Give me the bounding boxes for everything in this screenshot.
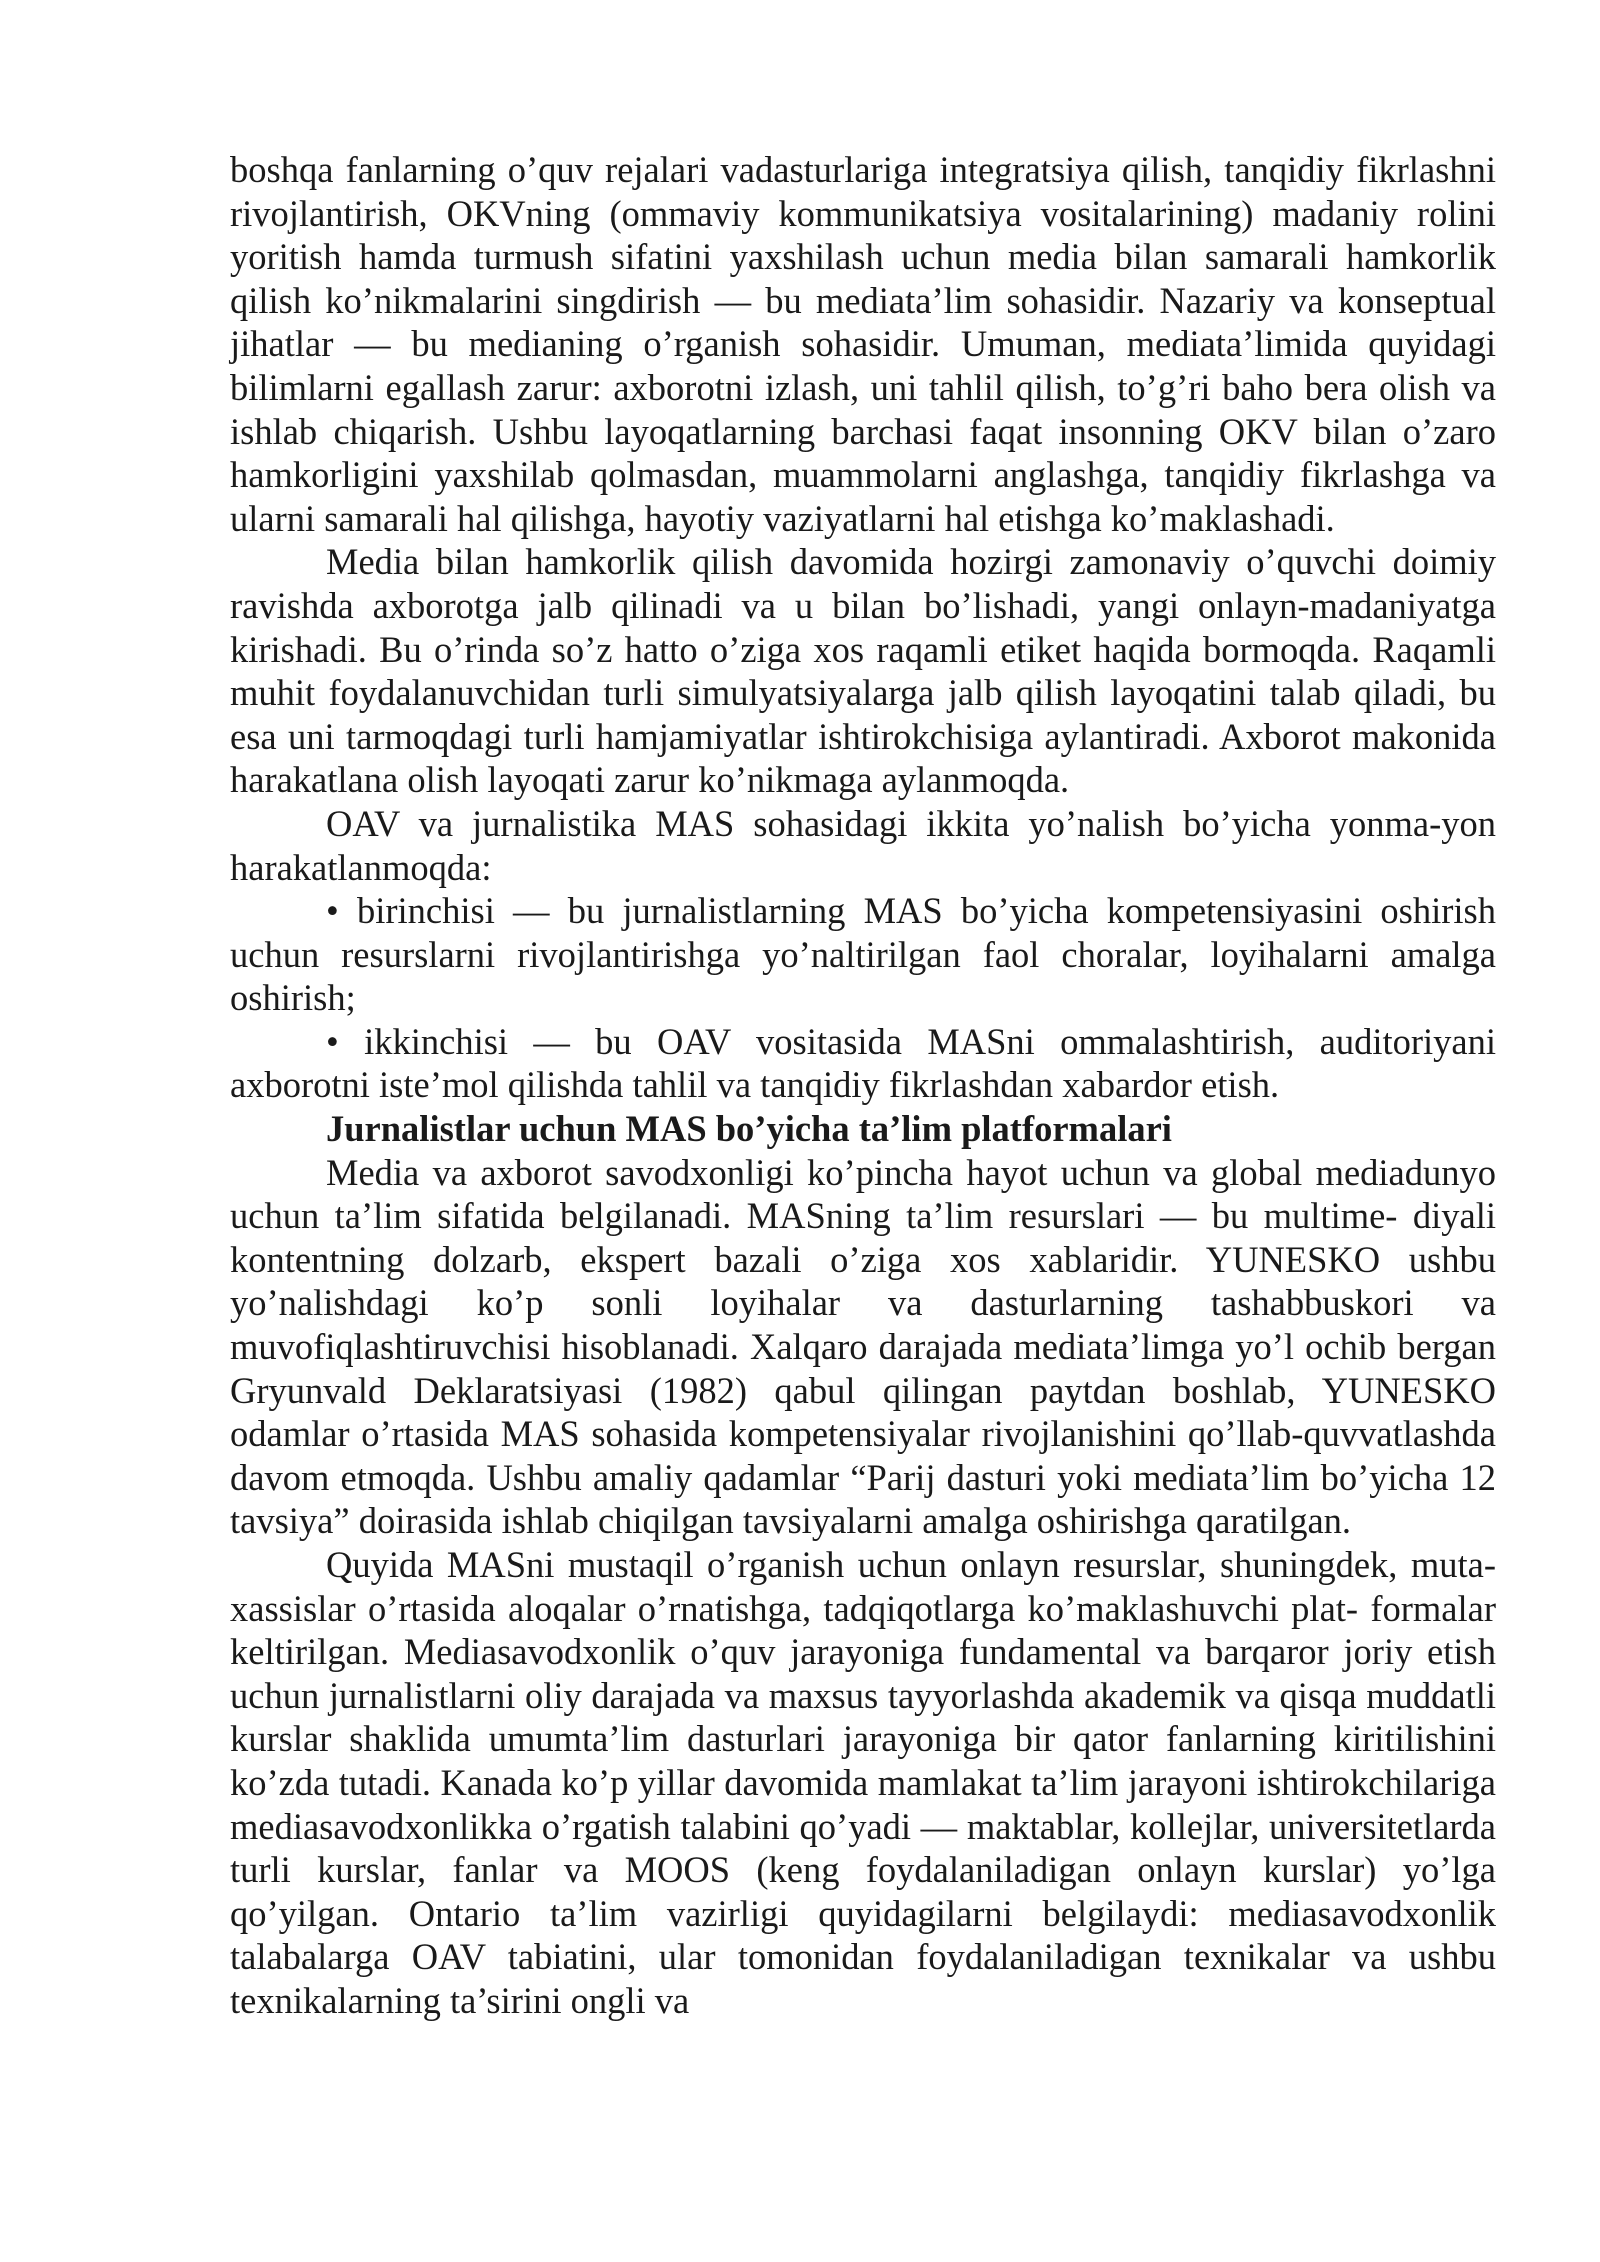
paragraph-1: boshqa fanlarning o’quv rejalari vadasturlariga integratsiya qilish, tanqidiy fikrlashni rivojlantirish, OKVning (ommaviy kommunikatsiya vositalarining) madaniy rolini yoritish hamda turmush sifatini yaxshilash uchun media bilan samarali hamkorlik qilish ko’nikmalarini singdirish — bu mediata’lim sohasidir. Nazariy va konseptual jihatlar — bu medianing o’rganish sohasidir. Umuman, mediata’limida quyidagi bilimlarni egallash zarur: axborotni izlash, uni tahlil qilish, to’g’ri baho bera olish va ishlab chiqarish. Ushbu layoqatlarning barchasi faqat insonning OKV bilan o’zaro hamkorligini yaxshilab qolmasdan, muammolarni anglashga, tanqidiy fikrlashga va ularni samarali hal qilishga, hayotiy vaziyatlarni hal etishga ko’maklashadi. — [230, 149, 1496, 539]
paragraph-2: Media bilan hamkorlik qilish davomida hozirgi zamonaviy o’quvchi doimiy ravishda axborotga jalb qilinadi va u bilan bo’lishadi, yangi onlayn-madaniyatga kirishadi. Bu o’rinda so’z hatto o’ziga xos raqamli etiket haqida bormoqda. Raqamli muhit foydalanuvchidan turli simulyatsiyalarga jalb qilish layoqatini talab qiladi, bu esa uni tarmoqdagi turli hamjamiyatlar ishtirokchisiga aylantiradi. Axborot makonida harakatlana olish layoqati zarur ko’nikmaga aylanmoqda. — [230, 541, 1496, 801]
paragraph-5: Quyida MASni mustaqil o’rganish uchun onlayn resurslar, shuningdek, muta- xassislar o’rtasida aloqalar o’rnatishga, tadqiqotlarga ko’maklashuvchi plat- formalar keltirilgan. Mediasavodxonlik o’quv jarayoniga fundamental va barqaror joriy etish uchun jurnalistlarni oliy darajada va maxsus tayyorlashda akademik va qisqa muddatli kurslar shaklida umumta’lim dasturlari jarayoniga bir qator fanlarning kiritilishini ko’zda tutadi. Kanada ko’p yillar davomida mamlakat ta’lim jarayoni ishtirokchilariga mediasavodxonlikka o’rgatish talabini qo’yadi — maktablar, kollejlar, universitetlarda turli kurslar, fanlar va MOOS (keng foydalaniladigan onlayn kurslar) yo’lga qo’yilgan. Ontario ta’lim vazirligi quyidagilarni belgilaydi: mediasavodxonlik talabalarga OAV tabiatini, ular tomonidan foydalaniladigan texnikalar va ushbu texnikalarning ta’sirini ongli va — [230, 1544, 1496, 2021]
paragraph-4: Media va axborot savodxonligi ko’pincha hayot uchun va global mediadunyo uchun ta’lim sifatida belgilanadi. MASning ta’lim resurslari — bu multime- diyali kontentning dolzarb, ekspert bazali o’ziga xos xablaridir. YUNESKO ushbu yo’nalishdagi ko’p sonli loyihalar va dasturlarning tashabbuskori va muvofiqlashtiruvchisi hisoblanadi. Xalqaro darajada mediata’limga yo’l ochib bergan Gryunvald Deklaratsiyasi (1982) qabul qilingan paytdan boshlab, YUNESKO odamlar o’rtasida MAS sohasida kompetensiyalar rivojlanishini qo’llab-quvvatlashda davom etmoqda. Ushbu amaliy qadamlar “Parij dasturi yoki mediata’lim bo’yicha 12 tavsiya” doirasida ishlab chiqilgan tavsiyalarni amalga oshirishga qaratilgan. — [230, 1151, 1496, 1542]
document-page — [230, 148, 1496, 2023]
bullet-item-2: • ikkinchisi — bu OAV vositasida MASni ommalashtirish, auditoriyani axborotni iste’mol qilishda tahlil va tanqidiy fikrlashdan xabardor etish. — [230, 1020, 1496, 1106]
paragraph-3: OAV va jurnalistika MAS sohasidagi ikkita yo’nalish bo’yicha yonma-yon harakatlanmoqda: — [230, 802, 1496, 888]
bullet-item-1: • birinchisi — bu jurnalistlarning MAS bo’yicha kompetensiyasini oshirish uchun resurslarni rivojlantirishga yo’naltirilgan faol choralar, loyihalarni amalga oshirish; — [230, 890, 1496, 1019]
section-heading: Jurnalistlar uchun MAS bo’yicha ta’lim platformalari — [326, 1108, 1172, 1150]
